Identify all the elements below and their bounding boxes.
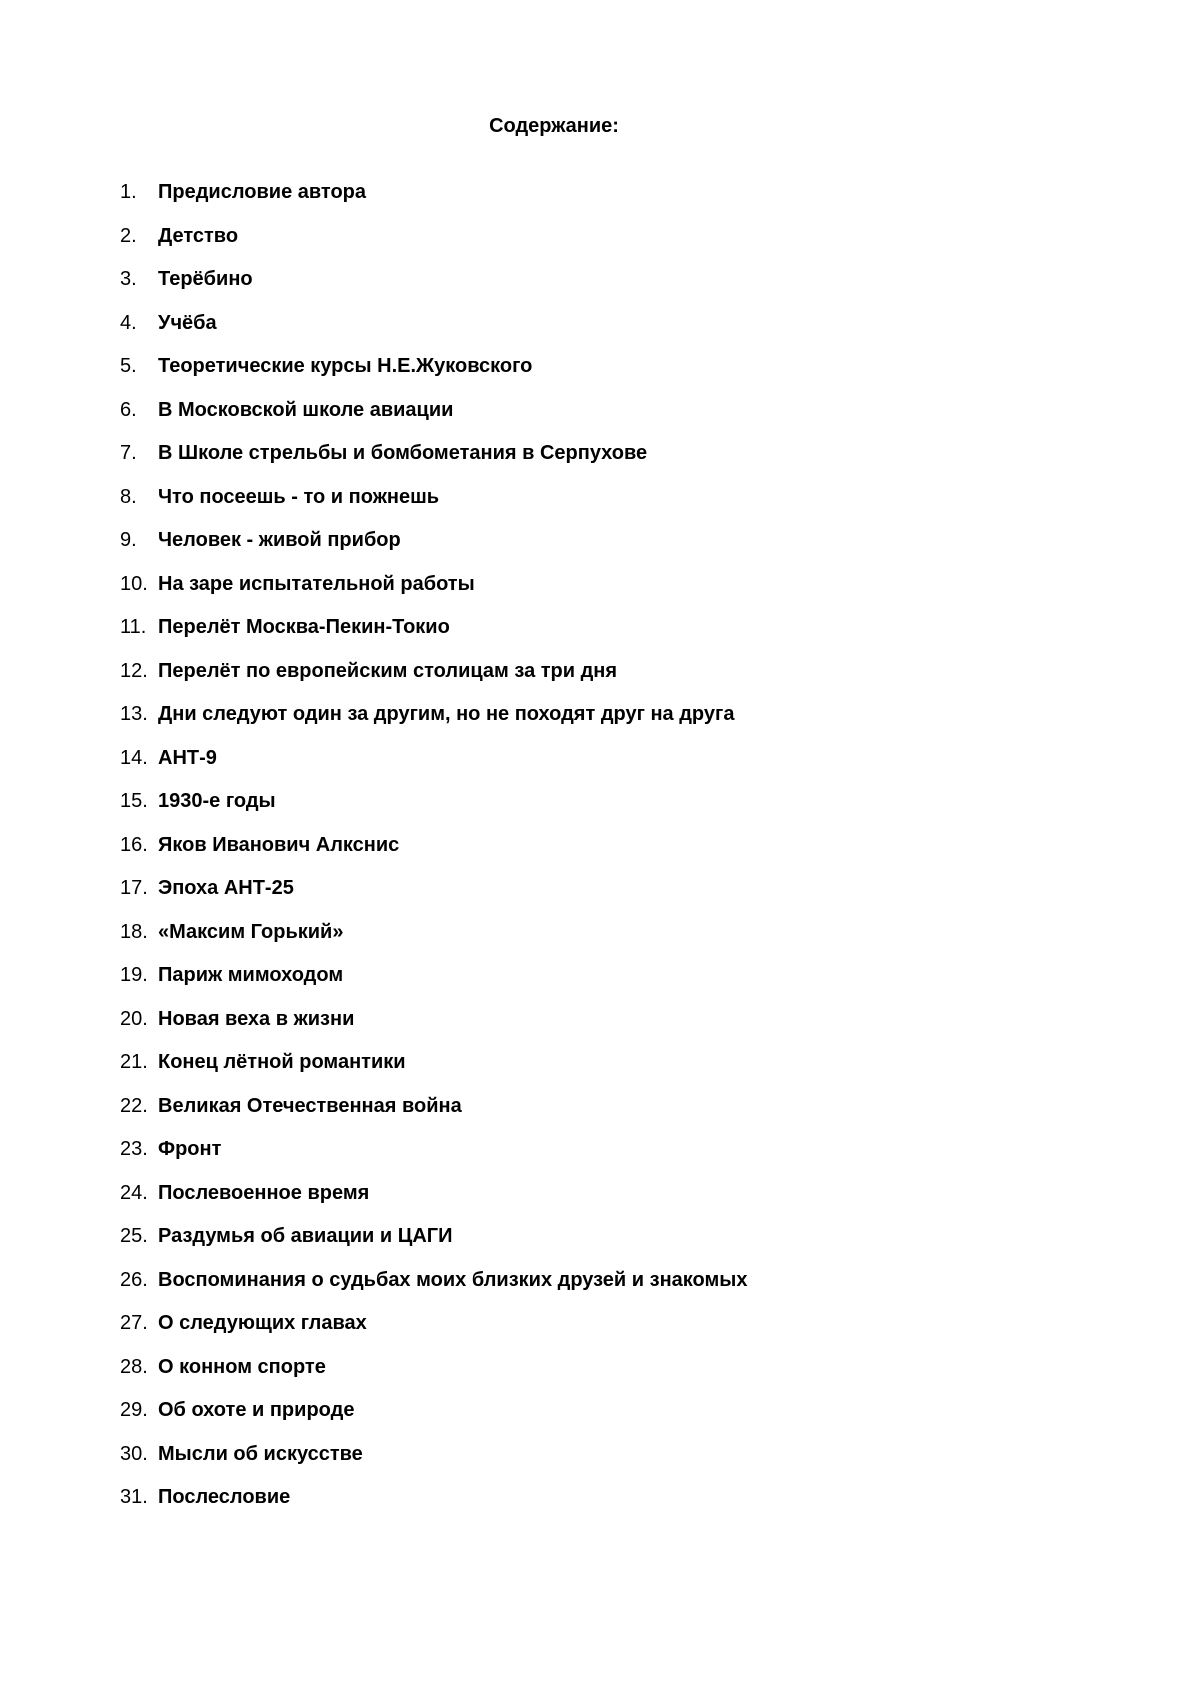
toc-item-title: Новая веха в жизни (158, 1007, 355, 1030)
toc-item-number: 15. (120, 790, 148, 812)
toc-item-title: Фронт (158, 1138, 222, 1160)
toc-item-title: Мысли об искусстве (158, 1442, 363, 1465)
toc-item-title: Предисловие автора (158, 181, 366, 203)
toc-item-title: Учёба (158, 311, 217, 334)
toc-item-number: 16. (120, 833, 148, 856)
toc-item-title: 1930-е годы (158, 790, 276, 812)
toc-item-number: 1. (120, 181, 137, 203)
toc-item-number: 23. (120, 1138, 148, 1160)
toc-item-number: 11. (120, 616, 147, 638)
toc-item-number: 27. (120, 1312, 148, 1334)
toc-item-number: 4. (120, 311, 137, 334)
toc-item-number: 30. (120, 1442, 148, 1465)
toc-item-title: АНТ-9 (158, 746, 217, 769)
toc-item-title: Эпоха АНТ-25 (158, 877, 294, 899)
toc-item-number: 17. (120, 877, 148, 899)
toc-item-title: Перелёт Москва-Пекин-Токио (158, 616, 450, 638)
toc-item-number: 3. (120, 268, 137, 290)
toc-title: Содержание: (489, 115, 619, 137)
toc-item-number: 14. (120, 746, 148, 769)
toc-item-number: 26. (120, 1268, 148, 1291)
toc-item-number: 6. (120, 398, 137, 421)
toc-item-number: 5. (120, 355, 137, 377)
toc-item-number: 8. (120, 485, 137, 508)
toc-item-number: 10. (120, 572, 148, 595)
toc-item-title: Яков Иванович Алкснис (158, 833, 400, 856)
toc-item-title: О конном спорте (158, 1355, 326, 1378)
toc-item-number: 20. (120, 1007, 148, 1030)
toc-item-title: Париж мимоходом (158, 964, 344, 986)
toc-item-title: Что посеешь - то и пожнешь (158, 485, 440, 508)
toc-item-title: Великая Отечественная война (158, 1094, 462, 1117)
toc-item-title: Раздумья об авиации и ЦАГИ (158, 1225, 453, 1247)
toc-item-title: Человек - живой прибор (158, 529, 401, 551)
toc-item-number: 13. (120, 703, 148, 725)
toc-item-title: Конец лётной романтики (158, 1051, 406, 1073)
toc-item-number: 19. (120, 964, 148, 986)
toc-item-title: Дни следуют один за другим, но не походят друг на друга (158, 703, 735, 725)
toc-item-title: Об охоте и природе (158, 1399, 355, 1421)
toc-item-title: В Московской школе авиации (158, 398, 454, 421)
toc-item-number: 31. (120, 1486, 148, 1508)
toc-item-number: 29. (120, 1399, 148, 1421)
toc-item-number: 22. (120, 1094, 148, 1117)
toc-item-number: 9. (120, 529, 137, 551)
toc-item-title: На заре испытательной работы (158, 572, 475, 595)
toc-item-number: 21. (120, 1051, 148, 1073)
toc-item-title: Детство (158, 224, 239, 247)
toc-item-title: Воспоминания о судьбах моих близких друзей и знакомых (158, 1268, 748, 1291)
toc-item-title: Перелёт по европейским столицам за три дня (158, 659, 618, 682)
toc-item-number: 7. (120, 442, 137, 464)
toc-item-title: «Максим Горький» (158, 920, 344, 943)
toc-item-number: 25. (120, 1225, 148, 1247)
toc-item-title: Теоретические курсы Н.Е.Жуковского (158, 355, 533, 377)
toc-item-title: О следующих главах (158, 1312, 367, 1334)
toc-item-title: Терёбино (158, 268, 253, 290)
toc-item-number: 18. (120, 920, 148, 943)
toc-item-number: 28. (120, 1355, 148, 1378)
toc-item-title: В Школе стрельбы и бомбометания в Серпухове (158, 442, 648, 464)
toc-item-title: Послевоенное время (158, 1181, 370, 1204)
toc-item-number: 12. (120, 659, 148, 682)
toc-item-number: 24. (120, 1181, 148, 1204)
toc-item-title: Послесловие (158, 1486, 291, 1508)
toc-item-number: 2. (120, 224, 137, 247)
